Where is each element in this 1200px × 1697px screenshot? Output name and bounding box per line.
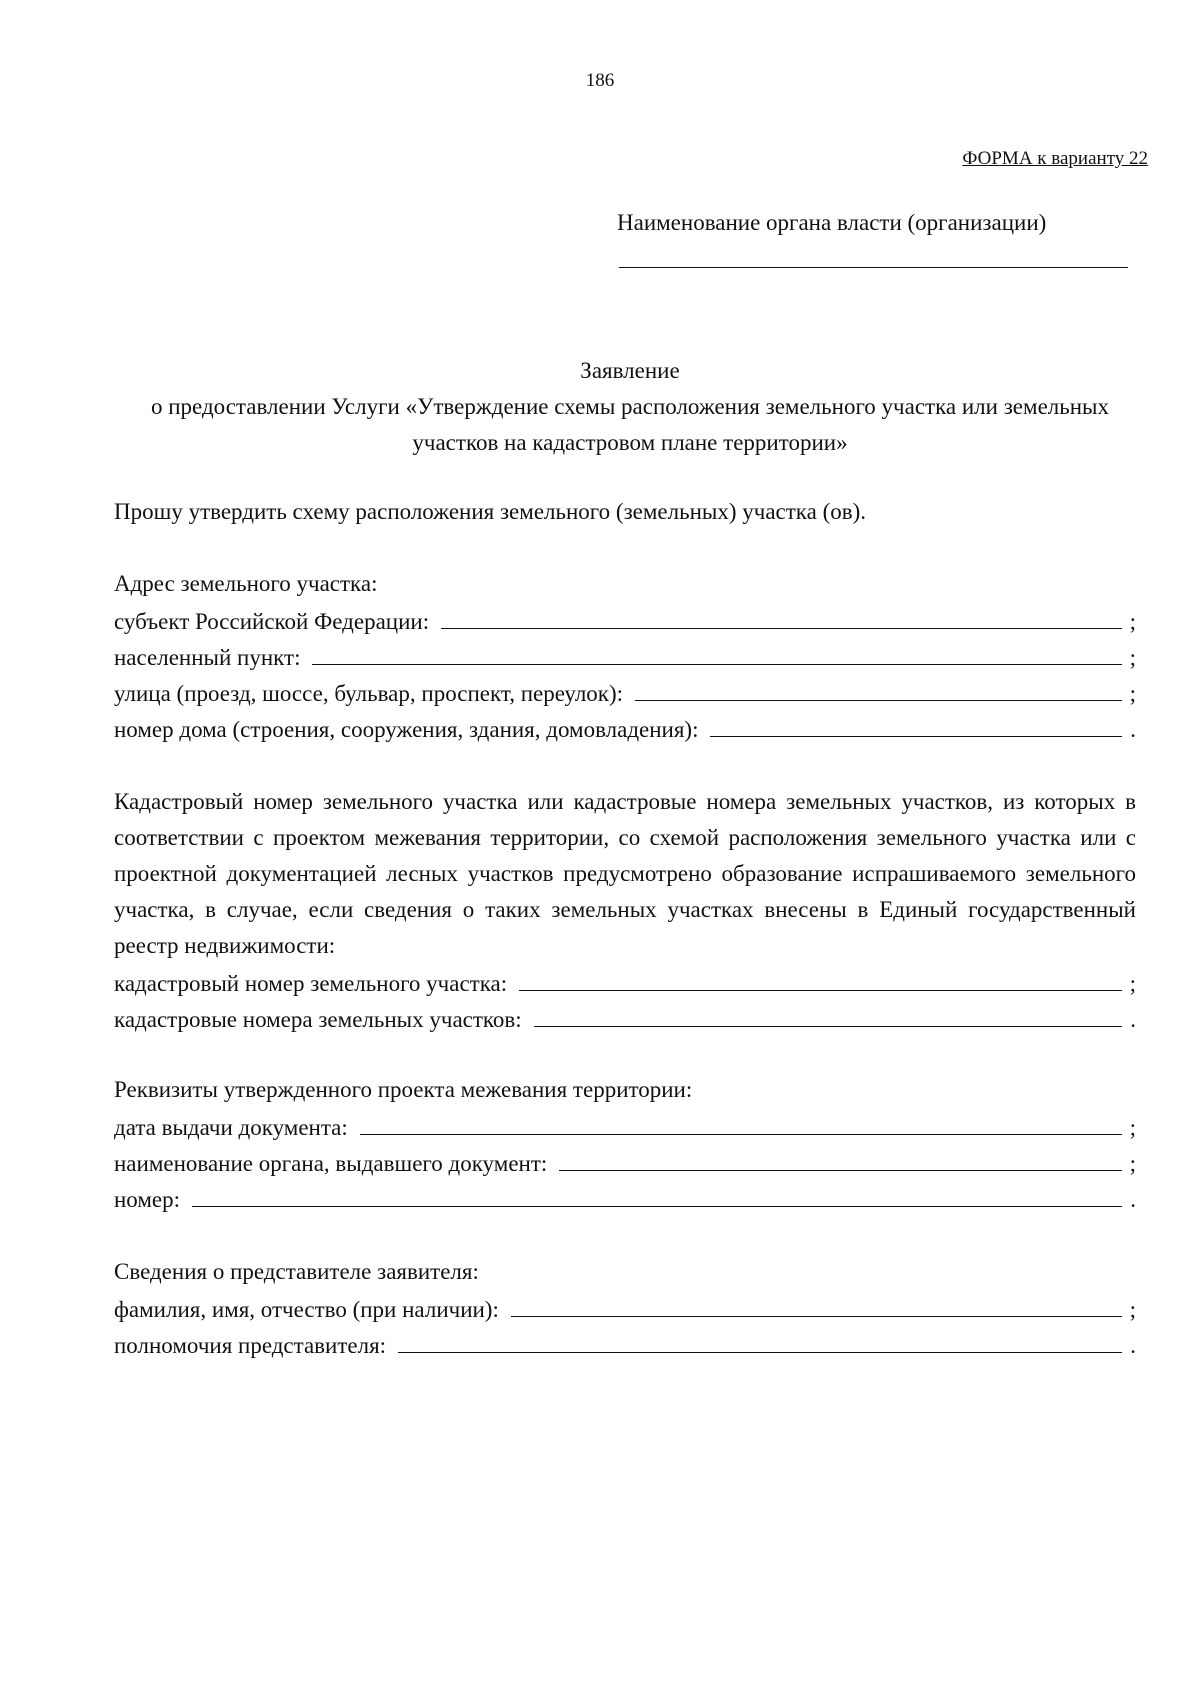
- cadastral-paragraph: Кадастровый номер земельного участка или кадастровые номера земельных участков, из которых в соответствии с проектом межевания территории, со схемой расположения земельного участка или с проектной документацией лесных участков предусмотрено образование испрашиваемого земельного участка, в случае, если сведения о таких земельных участках внесены в Единый государственный реестр недвижимости:: [114, 789, 1136, 958]
- project-section: [114, 1072, 1136, 1216]
- field-end: ;: [1129, 1297, 1136, 1322]
- field-house-number: [114, 710, 1136, 746]
- full-name-blank[interactable]: [511, 1290, 1122, 1317]
- field-end: ;: [1129, 609, 1136, 634]
- address-heading: [114, 566, 1136, 602]
- cadastral-section: [114, 784, 1136, 1036]
- representative-heading: [114, 1254, 1136, 1290]
- field-end: .: [1130, 1333, 1136, 1358]
- field-issue-date: [114, 1108, 1136, 1144]
- issuing-body-blank[interactable]: [559, 1144, 1122, 1171]
- field-label: наименование органа, выдавшего документ:: [114, 1151, 548, 1176]
- field-issuing-body: [114, 1144, 1136, 1180]
- street-blank[interactable]: [635, 674, 1122, 701]
- title-line-3: участков на кадастровом плане территории»: [412, 430, 848, 455]
- address-section: [114, 566, 1136, 746]
- field-label: фамилия, имя, отчество (при наличии):: [114, 1297, 499, 1322]
- issue-date-blank[interactable]: [360, 1108, 1122, 1135]
- field-full-name: [114, 1290, 1136, 1326]
- title-line-1: Заявление: [580, 358, 680, 383]
- form-reference: ФОРМА к варианту 22: [962, 148, 1148, 169]
- document-title: [0, 353, 1200, 461]
- field-end: .: [1130, 1007, 1136, 1032]
- authority-blank[interactable]: [398, 1326, 1122, 1353]
- field-label: улица (проезд, шоссе, бульвар, проспект, переулок):: [114, 681, 624, 706]
- house-number-blank[interactable]: [710, 710, 1122, 737]
- field-label: кадастровый номер земельного участка:: [114, 971, 508, 996]
- section-heading: Адрес земельного участка:: [114, 571, 378, 596]
- project-heading: [114, 1072, 1136, 1108]
- field-end: ;: [1129, 971, 1136, 996]
- section-heading: Реквизиты утвержденного проекта межевания территории:: [114, 1077, 693, 1102]
- field-label: кадастровые номера земельных участков:: [114, 1007, 522, 1032]
- field-label: полномочия представителя:: [114, 1333, 387, 1358]
- field-authority: [114, 1326, 1136, 1362]
- field-subject: [114, 602, 1136, 638]
- field-label: населенный пункт:: [114, 645, 301, 670]
- document-number-blank[interactable]: [192, 1180, 1122, 1207]
- field-settlement: [114, 638, 1136, 674]
- title-line-2: о предоставлении Услуги «Утверждение схемы расположения земельного участка или земельных: [150, 394, 1109, 419]
- field-cadastral-numbers: [114, 1000, 1136, 1036]
- request-text: Прошу утвердить схему расположения земельного (земельных) участка (ов).: [114, 499, 867, 524]
- authority-label: Наименование органа власти (организации): [617, 210, 1047, 235]
- subject-blank[interactable]: [441, 602, 1122, 629]
- cadastral-numbers-blank[interactable]: [534, 1000, 1122, 1027]
- field-end: ;: [1129, 1151, 1136, 1176]
- field-label: субъект Российской Федерации:: [114, 609, 430, 634]
- field-end: ;: [1129, 681, 1136, 706]
- request-section: [114, 494, 1136, 530]
- page-number: 186: [585, 70, 615, 91]
- section-heading: Сведения о представителе заявителя:: [114, 1259, 479, 1284]
- field-end: .: [1130, 1187, 1136, 1212]
- field-end: .: [1130, 717, 1136, 742]
- field-end: ;: [1129, 645, 1136, 670]
- field-document-number: [114, 1180, 1136, 1216]
- field-label: номер:: [114, 1187, 181, 1212]
- settlement-blank[interactable]: [312, 638, 1122, 665]
- field-end: ;: [1129, 1115, 1136, 1140]
- representative-section: [114, 1254, 1136, 1362]
- authority-blank-line[interactable]: [619, 267, 1128, 268]
- field-street: [114, 674, 1136, 710]
- field-cadastral-number: [114, 964, 1136, 1000]
- cadastral-number-blank[interactable]: [519, 964, 1122, 991]
- field-label: дата выдачи документа:: [114, 1115, 348, 1140]
- field-label: номер дома (строения, сооружения, здания, домовладения):: [114, 717, 699, 742]
